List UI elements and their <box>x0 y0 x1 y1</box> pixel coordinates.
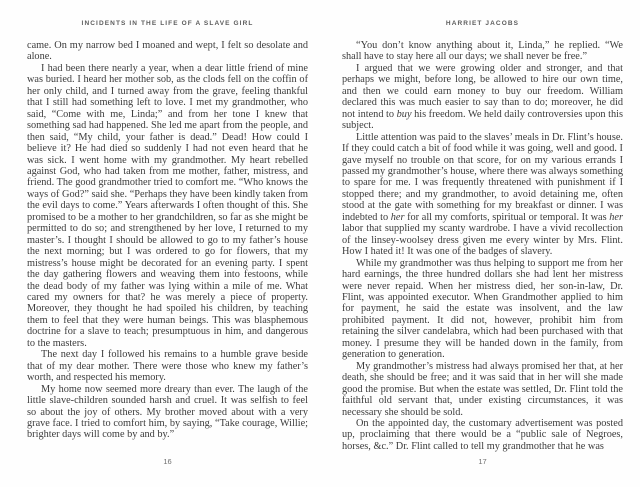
page-text-left <box>27 40 308 441</box>
paragraph: The next day I followed his remains to a humble grave beside that of my dear mother. There were those who knew my father’s worth, and respected his memory. <box>27 349 308 384</box>
page-left <box>27 0 308 487</box>
paragraph: While my grandmother was thus helping to support me from her hard earnings, the three hundred dollars she had lent her mistress were never repaid. When her mistress died, her son-in-law, Dr. Flint, was appointed executor. When Grandmother applied to him for payment, he said the estate was insolvent, and the law prohibited payment. It did not, however, prohibit him from retaining the silver candelabra, which had been purchased with that money. I presume they will be handed down in the family, from generation to generation. <box>342 257 623 361</box>
paragraph: “You don’t know anything about it, Linda,” he replied. “We shall have to stay here all our days; we shall never be free.” <box>342 40 623 63</box>
paragraph: Little attention was paid to the slaves’ meals in Dr. Flint’s house. If they could catch a bit of food while it was going, well and good. I gave myself no trouble on that score, for on my various errands I passed my grandmother’s house, where there was always something to spare for me. I was frequently threatened with punishment if I stopped there; and my grandmother, to avoid detaining me, often stood at the gate with something for my breakfast or dinner. I was indebted to her for all my comforts, spiritual or temporal. It was her labor that supplied my scanty wardrobe. I have a vivid recollection of the linsey-woolsey dress given me every winter by Mrs. Flint. How I hated it! It was one of the badges of slavery. <box>342 131 623 258</box>
running-header-right: HARRIET JACOBS <box>445 20 520 27</box>
page-text-right <box>342 40 623 452</box>
page-number-right: 17 <box>478 457 487 466</box>
paragraph: My grandmother’s mistress had always promised her that, at her death, she should be free; and it was said that in her will she made good the promise. But when the estate was settled, Dr. Flint told the faithful old servant that, under existing circumstances, it was necessary she should be sold. <box>342 360 623 418</box>
paragraph: I argued that we were growing older and stronger, and that perhaps we might, before long, be allowed to hire our own time, and then we could earn money to buy our freedom. William declared this was much easier to say than to do; moreover, he did not intend to buy his freedom. We held daily controversies upon this subject. <box>342 62 623 132</box>
page-right <box>342 0 623 487</box>
running-header-left: INCIDENTS IN THE LIFE OF A SLAVE GIRL <box>81 20 254 27</box>
paragraph: I had been there nearly a year, when a dear little friend of mine was buried. I heard her mother sob, as the clods fell on the coffin of her only child, and I turned away from the grave, feeling thankful that I still had something left to love. I met my grandmother, who said, “Come with me, Linda;” and from her tone I knew that something sad had happened. She led me apart from the people, and then said, “My child, your father is dead.” Dead! How could I believe it? He had died so suddenly I had not even heard that he was sick. I went home with my grandmother. My heart rebelled against God, who had taken from me mother, father, mistress, and friend. The good grandmother tried to comfort me. “Who knows the ways of God?” said she. “Perhaps they have been kindly taken from the evil days to come.” Years afterwards I often thought of this. She promised to be a mother to her grandchildren, so far as she might be permitted to do so; and strengthened by her love, I returned to my master’s. I thought I should be allowed to go to my father’s house the next morning; but I was ordered to go for flowers, that my mistress’s house might be decorated for an evening party. I spent the day gathering flowers and weaving them into festoons, while the dead body of my father was lying within a mile of me. What cared my owners for that? he was merely a piece of property. Moreover, they thought he had spoiled his children, by teaching them to feel that they were human beings. This was blasphemous doctrine for a slave to teach; presumptuous in him, and dangerous to the masters. <box>27 62 308 349</box>
paragraph: came. On my narrow bed I moaned and wept, I felt so desolate and alone. <box>27 40 308 63</box>
paragraph: On the appointed day, the customary advertisement was posted up, proclaiming that there would be a “public sale of Negroes, horses, &c.” Dr. Flint called to tell my grandmother that he was <box>342 417 623 452</box>
paragraph: My home now seemed more dreary than ever. The laugh of the little slave-children sounded harsh and cruel. It was selfish to feel so about the joy of others. My brother moved about with a very grave face. I tried to comfort him, by saying, “Take courage, Willie; brighter days will come by and by.” <box>27 383 308 441</box>
page-number-left: 16 <box>163 457 172 466</box>
